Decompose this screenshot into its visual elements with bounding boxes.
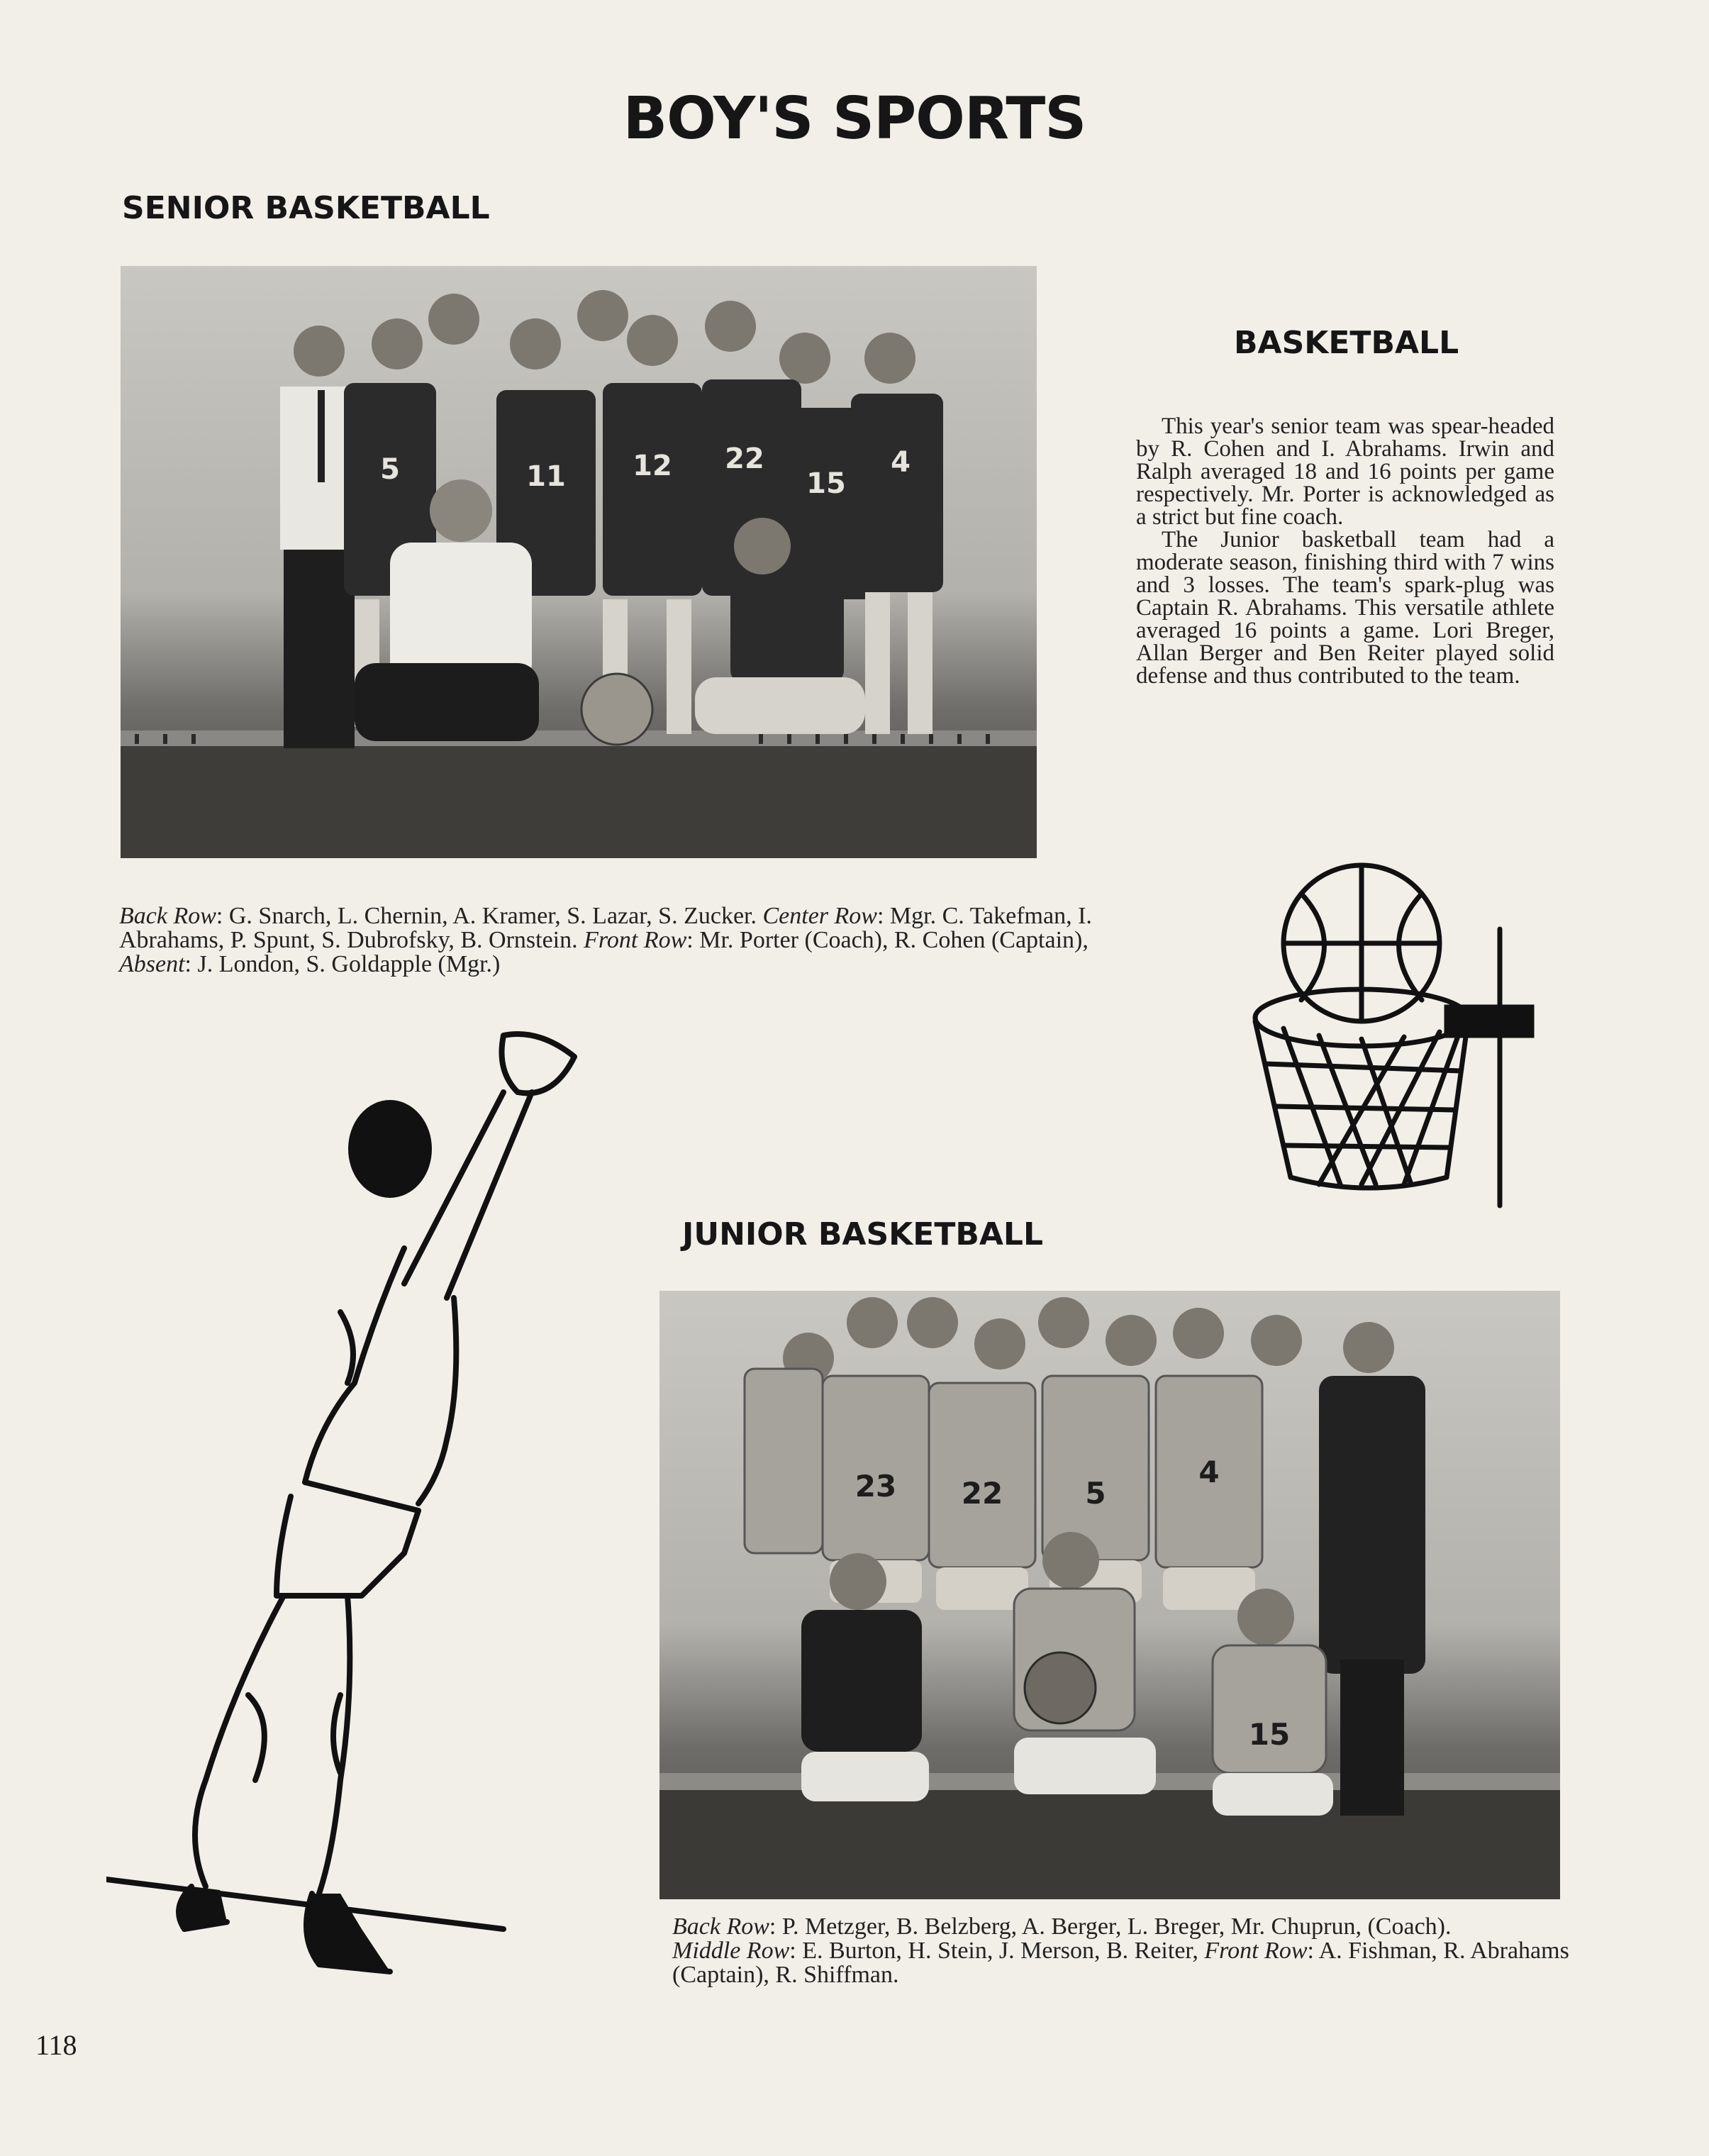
jersey-number: 11: [526, 460, 566, 493]
player-shooting-illustration: [106, 1014, 645, 2043]
caption-label: Front Row: [584, 927, 687, 953]
jersey-number: 23: [854, 1469, 897, 1504]
junior-photo-caption: [672, 1915, 1608, 1987]
basketball-article: [1136, 415, 1554, 687]
jersey-number: 4: [891, 446, 911, 479]
caption-label: Middle Row: [672, 1938, 790, 1964]
article-paragraph: This year's senior team was spear-headed by R. Cohen and I. Abrahams. Irwin and Ralph averaged 18 and 16 points per game respectively. Mr. Porter is acknowledged as a strict but fine coach.: [1136, 413, 1554, 530]
caption-names: : J. London, S. Goldapple (Mgr.): [184, 951, 501, 977]
senior-team-photo: [121, 266, 1037, 858]
caption-label: Center Row: [762, 903, 877, 929]
junior-basketball-heading: JUNIOR BASKETBALL: [682, 1216, 1044, 1252]
article-paragraph: The Junior basketball team had a moderate season, finishing third with 7 wins and 3 losses. The team's spark-plug was Captain R. Abrahams. This versatile athlete averaged 16 points a game. Lori Breger, Allan Berger and Ben Reiter played solid defense and thus contributed to the team.: [1136, 527, 1554, 689]
jersey-number: 22: [725, 443, 764, 475]
caption-names: : P. Metzger, B. Belzberg, A. Berger, L. Breger, Mr. Chuprun, (Coach).: [769, 1913, 1452, 1940]
senior-photo-caption: [119, 904, 1112, 977]
jersey-number: 15: [1248, 1717, 1291, 1752]
basketball-heading: BASKETBALL: [1234, 325, 1459, 361]
caption-names: : E. Burton, H. Stein, J. Merson, B. Reiter,: [789, 1938, 1205, 1964]
page-title: BOY'S SPORTS: [623, 85, 1086, 152]
jersey-number: 5: [1085, 1476, 1106, 1511]
page-number: 118: [35, 2029, 77, 2061]
basketball-hoop-illustration: [1234, 851, 1546, 1220]
caption-names: : A. Fishman, R. Abrahams (Captain), R. Shiffman.: [672, 1938, 1569, 1988]
jersey-number: 12: [633, 450, 672, 482]
junior-team-illustration: [659, 1291, 1560, 1899]
caption-label: Absent: [119, 951, 185, 977]
caption-label: Back Row: [672, 1913, 769, 1940]
caption-names: : Mgr. C. Takefman, I. Abrahams, P. Spunt, S. Dubrofsky, B. Ornstein.: [119, 903, 1092, 953]
player-drawing: [106, 1014, 645, 2043]
senior-basketball-heading: SENIOR BASKETBALL: [122, 190, 490, 226]
caption-label: Front Row: [1204, 1938, 1308, 1964]
caption-names: : G. Snarch, L. Chernin, A. Kramer, S. Lazar, S. Zucker.: [216, 903, 763, 929]
jersey-number: 4: [1198, 1455, 1220, 1489]
caption-names: : Mr. Porter (Coach), R. Cohen (Captain),: [686, 927, 1089, 953]
senior-team-illustration: [121, 266, 1037, 858]
junior-team-photo: [659, 1291, 1560, 1899]
jersey-number: 5: [380, 453, 400, 486]
hoop-drawing: [1234, 851, 1546, 1220]
jersey-number: 15: [806, 467, 846, 500]
caption-label: Back Row: [119, 903, 216, 929]
jersey-number: 22: [961, 1476, 1003, 1511]
